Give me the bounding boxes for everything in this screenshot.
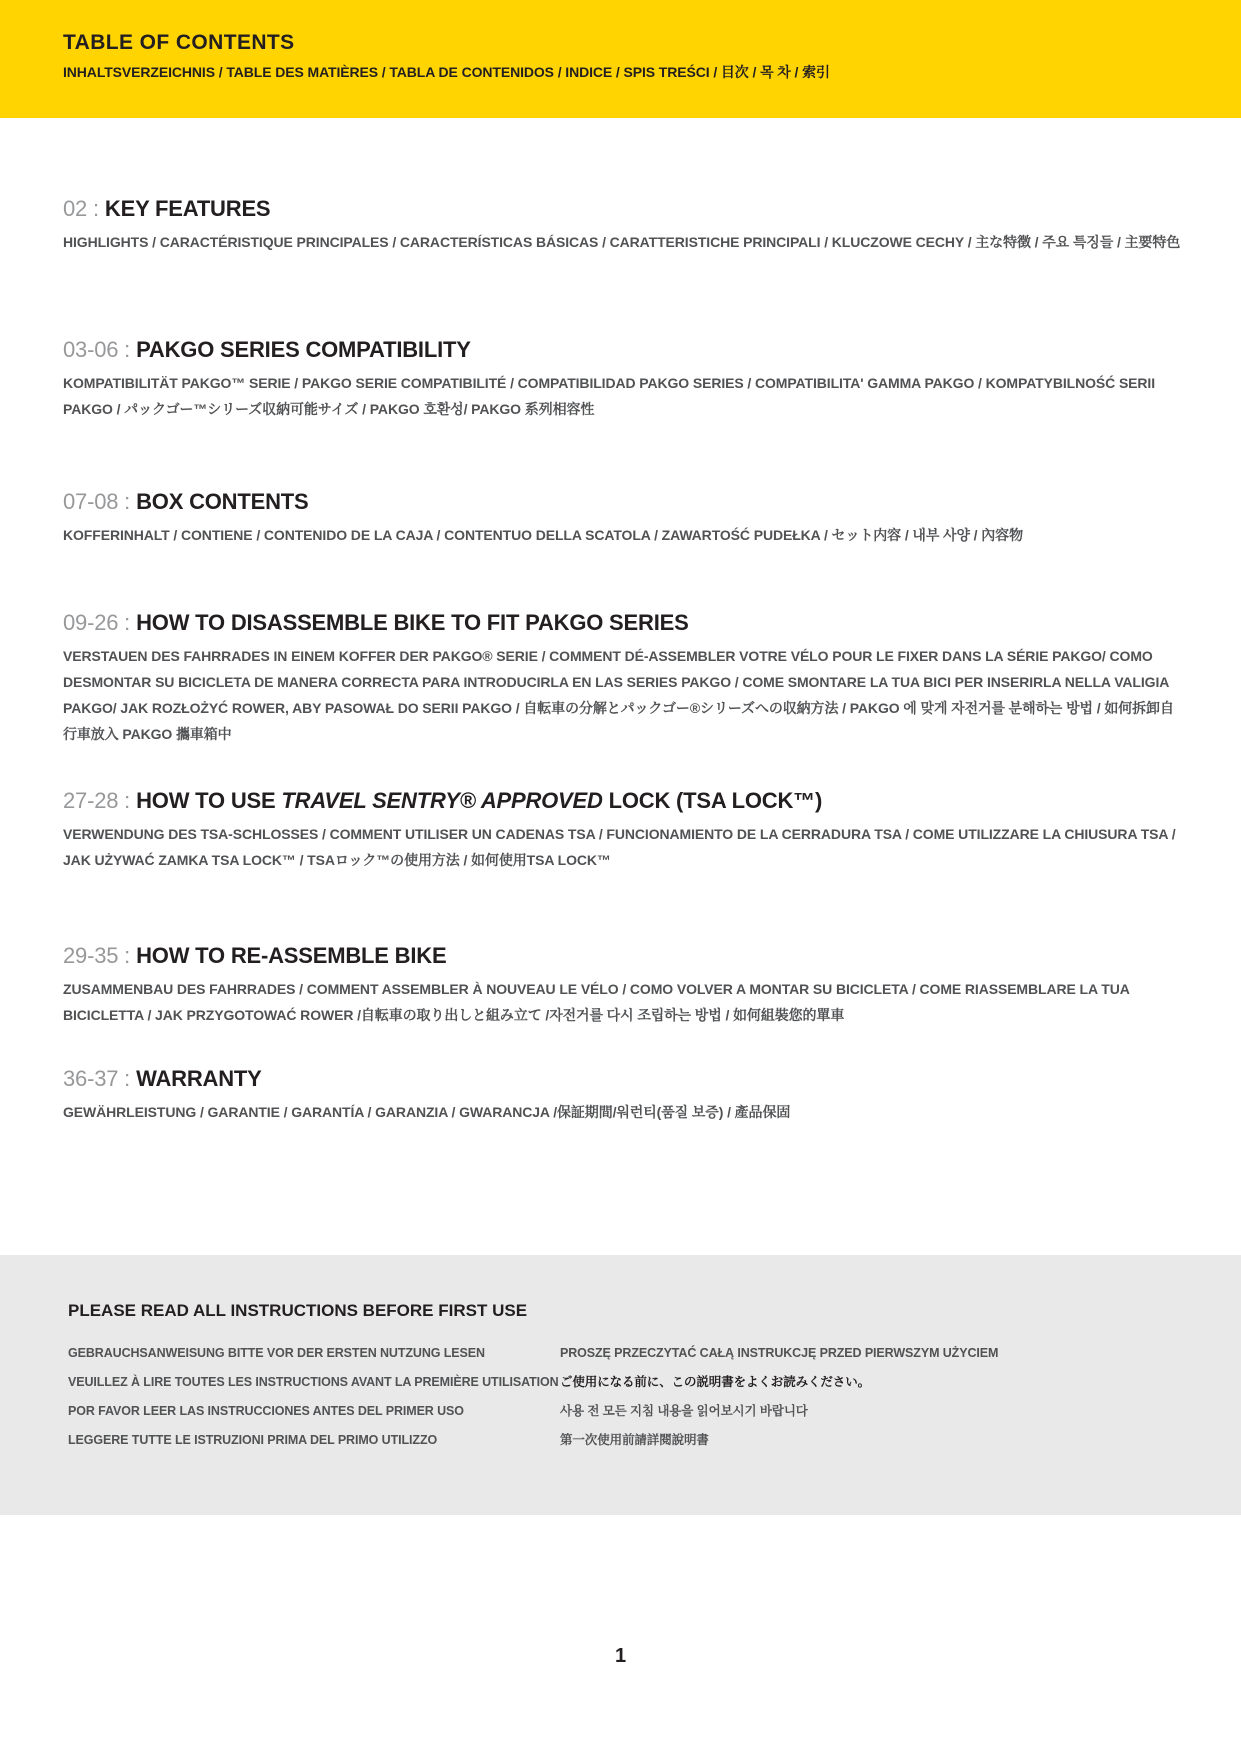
notice-item: PROSZĘ PRZECZYTAĆ CAŁĄ INSTRUKCJĘ PRZED PIERWSZYM UŻYCIEM xyxy=(560,1346,999,1360)
notice-item: 사용 전 모든 지침 내용을 읽어보시기 바랍니다 xyxy=(560,1404,808,1418)
toc-entry-title xyxy=(136,489,308,514)
toc-entry-pages: 07-08 : xyxy=(63,489,131,514)
first-use-notice-box xyxy=(0,1255,1241,1515)
page-title: TABLE OF CONTENTS xyxy=(63,31,295,54)
notice-item: POR FAVOR LEER LAS INSTRUCCIONES ANTES DEL PRIMER USO xyxy=(68,1404,464,1418)
toc-list xyxy=(0,118,1241,1125)
toc-entry-pages: 03-06 : xyxy=(63,337,131,362)
notice-right-list xyxy=(560,1347,1171,1463)
toc-entry-title xyxy=(136,610,688,635)
toc-entry-pages: 02 : xyxy=(63,196,99,221)
notice-left-list xyxy=(68,1347,560,1463)
notice-columns xyxy=(68,1347,1171,1463)
notice-item: GEBRAUCHSANWEISUNG BITTE VOR DER ERSTEN NUTZUNG LESEN xyxy=(68,1346,485,1360)
toc-entry-subtitle: GEWÄHRLEISTUNG / GARANTIE / GARANTÍA / GARANZIA / GWARANCJA /保証期間/워런티(품질 보증) / 產品保固 xyxy=(63,1104,791,1120)
toc-entry-subtitle: KOFFERINHALT / CONTIENE / CONTENIDO DE LA CAJA / CONTENTUO DELLA SCATOLA / ZAWARTOŚĆ PUDEŁKA / セット内容 / 내부 사양 / 內容物 xyxy=(63,527,1023,543)
toc-entry-subtitle: KOMPATIBILITÄT PAKGO™ SERIE / PAKGO SERIE COMPATIBILITÉ / COMPATIBILIDAD PAKGO SERIES / COMPATIBILITA' GAMMA PAKGO / KOMPATYBILNOŚĆ SERII PAKGO / パックゴー™シリーズ収納可能サイズ / PAKGO 호환성/ PAKGO 系列相容性 xyxy=(63,375,1156,417)
notice-item: ご使用になる前に、この説明書をよくお読みください。 xyxy=(560,1375,871,1389)
toc-entry-title-segment: WARRANTY xyxy=(136,1066,262,1091)
notice-title: PLEASE READ ALL INSTRUCTIONS BEFORE FIRST USE xyxy=(68,1301,528,1320)
toc-entry-heading xyxy=(63,942,1185,970)
toc-entry-pages: 36-37 : xyxy=(63,1066,131,1091)
toc-entry-pages: 09-26 : xyxy=(63,610,131,635)
toc-entry-heading xyxy=(63,787,1185,815)
toc-entry-4 xyxy=(63,609,1185,747)
toc-entry-heading xyxy=(63,1065,1185,1093)
toc-entry-title xyxy=(136,1066,262,1091)
notice-item: VEUILLEZ À LIRE TOUTES LES INSTRUCTIONS AVANT LA PREMIÈRE UTILISATION xyxy=(68,1375,559,1389)
toc-entry-3 xyxy=(63,488,1185,548)
notice-item: LEGGERE TUTTE LE ISTRUZIONI PRIMA DEL PRIMO UTILIZZO xyxy=(68,1433,438,1447)
toc-entry-title-segment: HOW TO RE-ASSEMBLE BIKE xyxy=(136,943,447,968)
toc-entry-title-segment: LOCK (TSA LOCK™) xyxy=(602,788,823,813)
page-number: 1 xyxy=(614,1645,627,1667)
toc-entry-2 xyxy=(63,336,1185,422)
toc-entry-subtitle: ZUSAMMENBAU DES FAHRRADES / COMMENT ASSEMBLER À NOUVEAU LE VÉLO / COMO VOLVER A MONTAR SU BICICLETA / COME RIASSEMBLARE LA TUA BICICLETTA / JAK PRZYGOTOWAĆ ROWER /自転車の取り出しと組み立て /자전거를 다시 조립하는 방법 / 如何組裝您的單車 xyxy=(63,981,1130,1023)
toc-entry-subtitle: VERWENDUNG DES TSA-SCHLOSSES / COMMENT UTILISER UN CADENAS TSA / FUNCIONAMIENTO DE LA CERRADURA TSA / COME UTILIZZARE LA CHIUSURA TSA / JAK UŻYWAĆ ZAMKA TSA LOCK™ / TSAロック™の使用方法 / 如何使用TSA LOCK™ xyxy=(63,826,1176,868)
toc-entry-6 xyxy=(63,942,1185,1028)
toc-entry-title xyxy=(105,196,270,221)
toc-entry-title xyxy=(136,337,471,362)
toc-entry-heading xyxy=(63,336,1185,364)
toc-entry-title-segment: TRAVEL SENTRY® APPROVED xyxy=(281,788,603,813)
toc-entry-pages: 27-28 : xyxy=(63,788,131,813)
toc-entry-title-segment: PAKGO SERIES COMPATIBILITY xyxy=(136,337,471,362)
toc-entry-title-segment: KEY FEATURES xyxy=(104,196,271,221)
toc-entry-title xyxy=(136,943,446,968)
toc-entry-subtitle: HIGHLIGHTS / CARACTÉRISTIQUE PRINCIPALES / CARACTERÍSTICAS BÁSICAS / CARATTERISTICHE PRINCIPALI / KLUCZOWE CECHY / 主な特徴 / 주요 특징들 / 主要特色 xyxy=(63,234,1181,250)
toc-entry-1 xyxy=(63,195,1185,255)
toc-entry-heading xyxy=(63,195,1185,223)
toc-entry-title xyxy=(136,788,822,813)
toc-entry-heading xyxy=(63,609,1185,637)
toc-entry-title-segment: HOW TO USE xyxy=(136,788,282,813)
notice-item: 第一次使用前請詳閱說明書 xyxy=(560,1433,709,1447)
toc-entry-title-segment: BOX CONTENTS xyxy=(136,489,309,514)
toc-entry-heading xyxy=(63,488,1185,516)
toc-entry-pages: 29-35 : xyxy=(63,943,131,968)
page-footer xyxy=(0,1645,1241,1708)
toc-entry-5 xyxy=(63,787,1185,873)
toc-entry-7 xyxy=(63,1065,1185,1125)
toc-entry-subtitle: VERSTAUEN DES FAHRRADES IN EINEM KOFFER DER PAKGO® SERIE / COMMENT DÉ-ASSEMBLER VOTRE VÉLO POUR LE FIXER DANS LA SÉRIE PAKGO/ COMO DESMONTAR SU BICICLETA DE MANERA CORRECTA PARA INTRODUCIRLA EN LAS SERIES PAKGO / COME SMONTARE LA TUA BICI PER INSERIRLA NELLA VALIGIA PAKGO/ JAK ROZŁOŻYĆ ROWER, ABY PASOWAŁ DO SERII PAKGO / 自転車の分解とパックゴー®シリーズへの収納方法 / PAKGO 에 맞게 자전거를 분해하는 방법 / 如何拆卸自行車放入 PAKGO 攜車箱中 xyxy=(63,648,1174,742)
toc-entry-title-segment: HOW TO DISASSEMBLE BIKE TO FIT PAKGO SERIES xyxy=(136,610,689,635)
toc-header-band xyxy=(0,0,1241,118)
page-title-translations: INHALTSVERZEICHNIS / TABLE DES MATIÈRES / TABLA DE CONTENIDOS / INDICE / SPIS TREŚCI / 目次 / 목 차 / 索引 xyxy=(63,64,830,80)
